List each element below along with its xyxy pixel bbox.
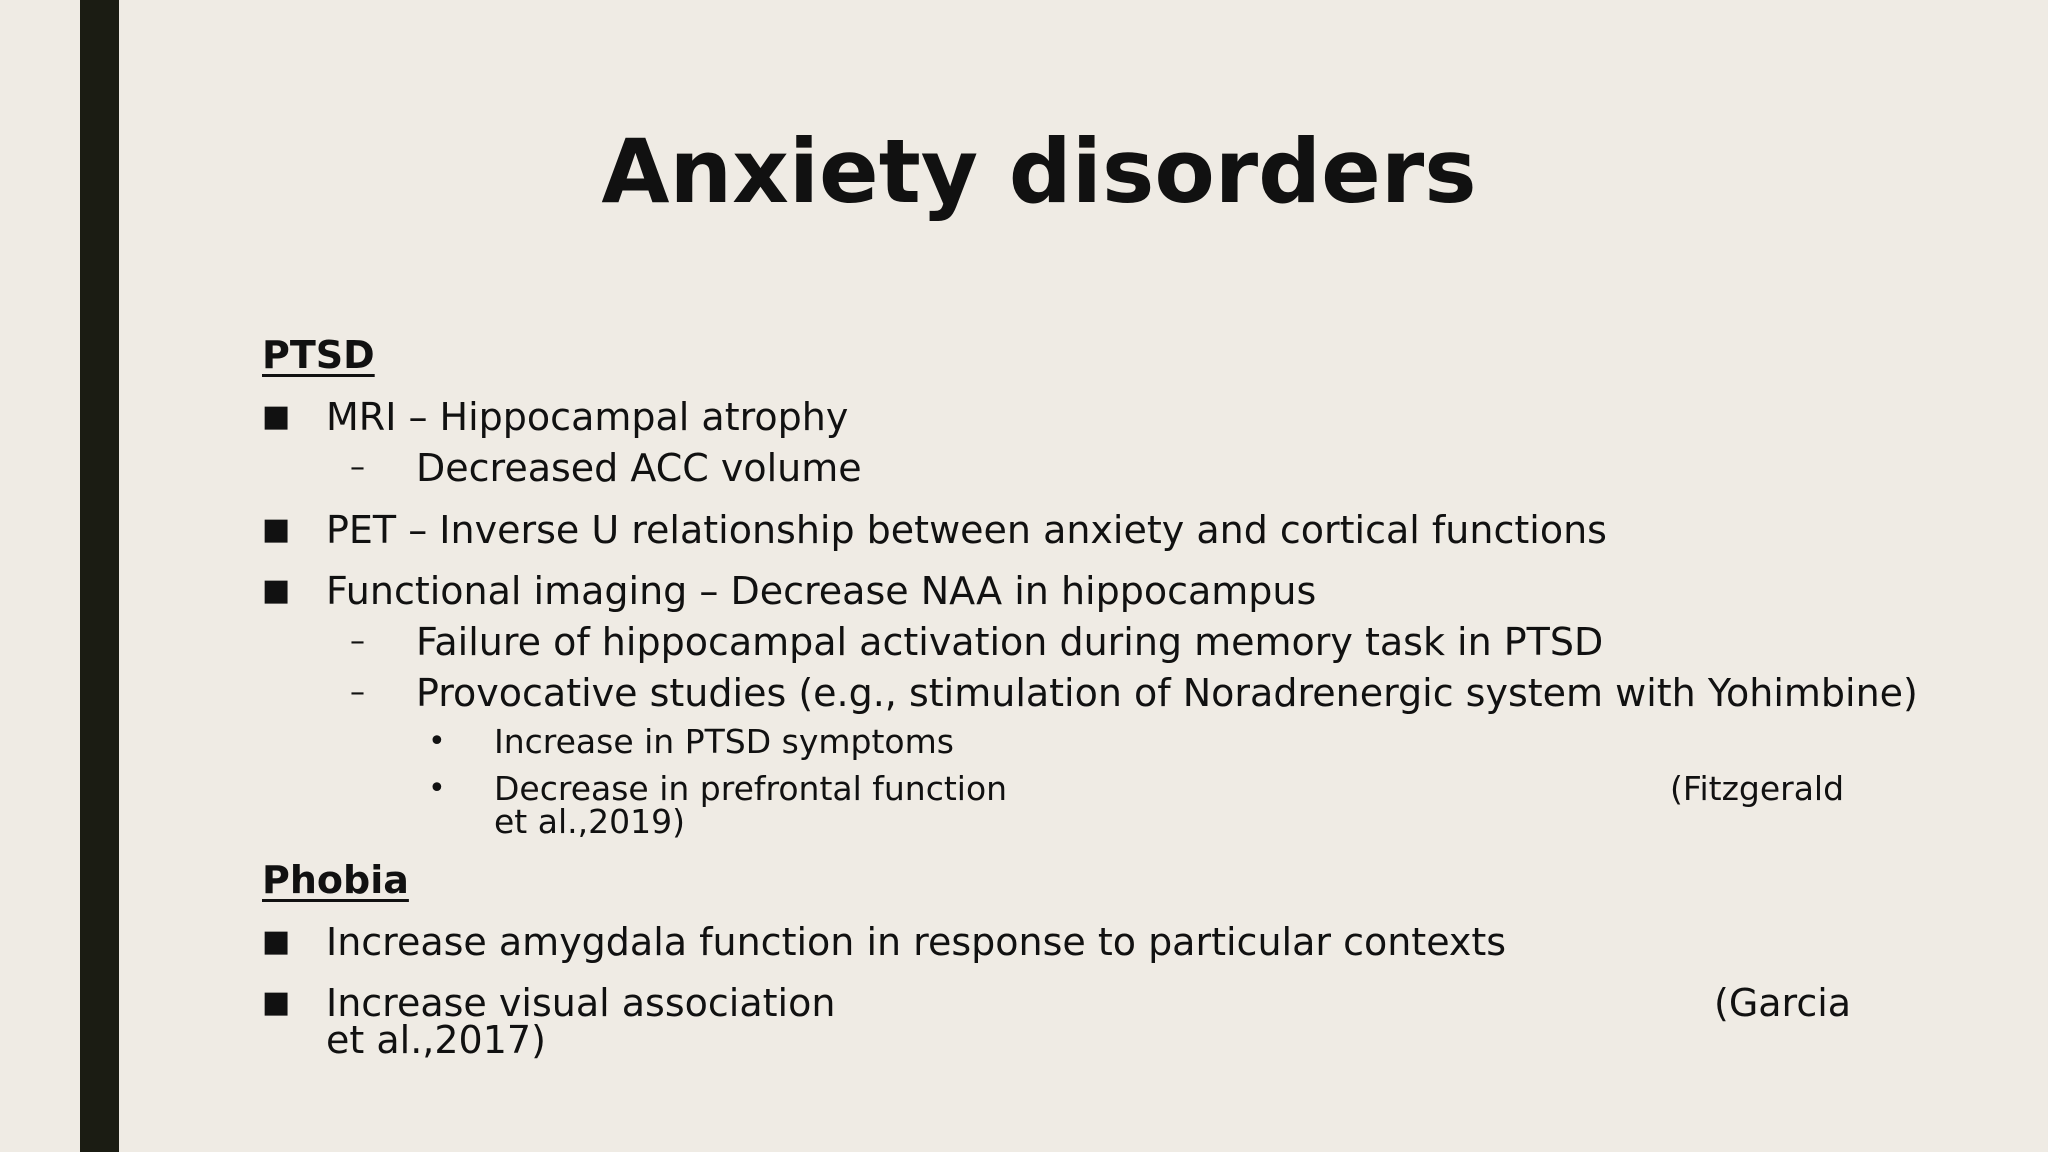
dash-bullet-icon: –: [350, 624, 365, 659]
dash-bullet-icon: –: [350, 450, 365, 485]
square-bullet-icon: ■: [262, 573, 291, 608]
list-item-text: Increase in PTSD symptoms: [494, 722, 954, 761]
slide-title: Anxiety disorders: [601, 120, 1477, 223]
citation: (Garcia: [1714, 981, 1852, 1025]
citation: (Fitzgerald: [1670, 769, 1845, 808]
square-bullet-icon: ■: [262, 924, 291, 959]
section-heading-ptsd: PTSD: [262, 333, 375, 377]
list-item-text: Increase visual association: [326, 981, 836, 1025]
dot-bullet-icon: •: [428, 771, 446, 806]
list-item-text: Failure of hippocampal activation during memory task in PTSD: [416, 620, 1604, 664]
citation-continuation: et al.,2017): [326, 1018, 546, 1062]
list-item-text: MRI – Hippocampal atrophy: [326, 395, 849, 439]
square-bullet-icon: ■: [262, 399, 291, 434]
dash-bullet-icon: –: [350, 675, 365, 710]
list-item-text: Provocative studies (e.g., stimulation of Noradrenergic system with Yohimbine): [416, 671, 1918, 715]
dot-bullet-icon: •: [428, 724, 446, 759]
citation-continuation: et al.,2019): [494, 802, 685, 841]
list-item-text: Functional imaging – Decrease NAA in hippocampus: [326, 569, 1317, 613]
square-bullet-icon: ■: [262, 985, 291, 1020]
list-item-text: Increase amygdala function in response to particular contexts: [326, 920, 1507, 964]
list-item-text: PET – Inverse U relationship between anxiety and cortical functions: [326, 508, 1607, 552]
section-heading-phobia: Phobia: [262, 858, 409, 902]
list-item-text: Decrease in prefrontal function: [494, 769, 1008, 808]
list-item-text: Decreased ACC volume: [416, 446, 862, 490]
square-bullet-icon: ■: [262, 512, 291, 547]
